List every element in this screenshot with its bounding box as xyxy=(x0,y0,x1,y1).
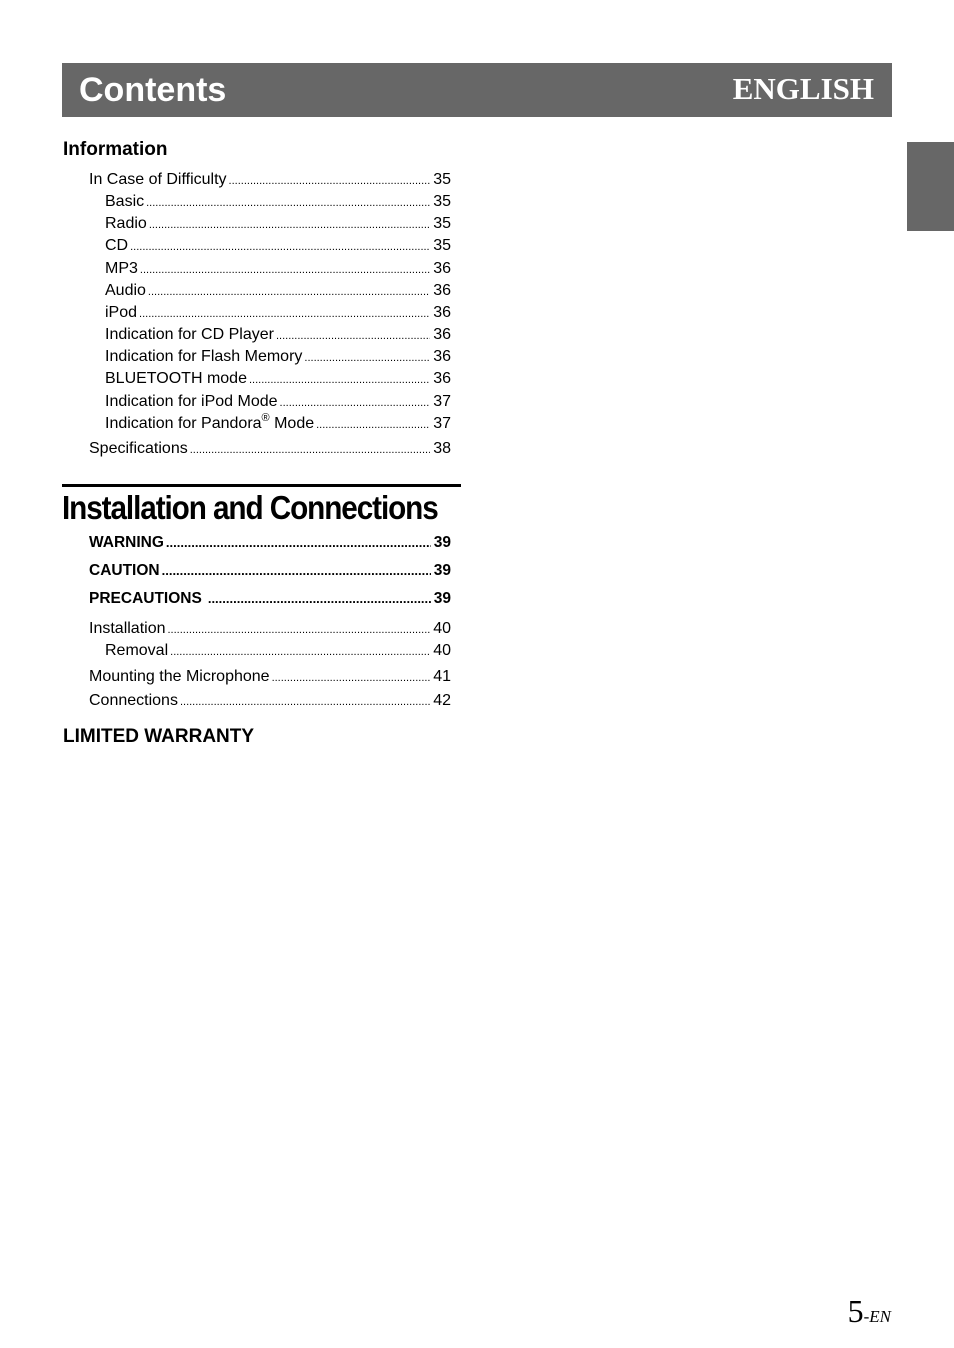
dot-leader xyxy=(140,260,430,280)
toc-entry[interactable] xyxy=(89,667,451,688)
toc-entry-label: WARNING xyxy=(89,534,164,551)
toc-entry-label-main: Indication for Pandora xyxy=(105,415,262,432)
toc-entry[interactable] xyxy=(89,691,451,712)
toc-entry-label: Indication for CD Player xyxy=(105,326,274,343)
toc-entry-page: 35 xyxy=(433,193,451,210)
toc-entry-page: 39 xyxy=(433,590,451,607)
toc-entry[interactable] xyxy=(105,414,451,435)
toc-entry-label: In Case of Difficulty xyxy=(89,171,227,188)
contents-header-bar xyxy=(62,63,892,117)
dot-leader xyxy=(168,620,431,640)
dot-leader xyxy=(316,415,430,435)
toc-entry-label: Removal xyxy=(105,642,169,659)
toc-entry-label: Specifications xyxy=(89,440,188,457)
toc-entry-label: PRECAUTIONS xyxy=(89,590,202,607)
toc-entry[interactable] xyxy=(89,439,451,460)
toc-entry[interactable] xyxy=(105,192,451,213)
page-number-suffix: -EN xyxy=(863,1307,891,1326)
page-number-value: 5 xyxy=(847,1293,864,1329)
toc-entry-page: 36 xyxy=(433,282,451,299)
toc-entry-page: 38 xyxy=(433,440,451,457)
toc-entry-page: 41 xyxy=(433,668,451,685)
toc-entry-page: 36 xyxy=(433,304,451,321)
toc-entry-label: MP3 xyxy=(105,260,138,277)
dot-leader xyxy=(190,440,430,460)
toc-entry[interactable] xyxy=(89,170,451,191)
toc-entry-label: Radio xyxy=(105,215,147,232)
toc-entry[interactable] xyxy=(105,369,451,390)
dot-leader xyxy=(272,668,431,688)
toc-entry-page: 36 xyxy=(433,260,451,277)
dot-leader xyxy=(139,304,430,324)
dot-leader xyxy=(170,642,430,662)
dot-leader xyxy=(166,533,431,553)
registered-mark: ® xyxy=(261,412,270,424)
toc-entry-page: 36 xyxy=(433,370,451,387)
dot-leader xyxy=(162,561,431,581)
section-heading-limited-warranty: LIMITED WARRANTY xyxy=(63,726,255,747)
dot-leader xyxy=(304,348,430,368)
toc-entry-label: Installation xyxy=(89,620,166,637)
toc-entry[interactable] xyxy=(105,392,451,413)
toc-entry[interactable] xyxy=(105,325,451,346)
toc-entry-label: Indication for Flash Memory xyxy=(105,348,303,365)
toc-entry[interactable] xyxy=(89,589,451,609)
toc-entry-label xyxy=(105,414,314,434)
section-heading-installation: Installation and Connections xyxy=(62,489,438,526)
dot-leader xyxy=(276,326,430,346)
toc-entry[interactable] xyxy=(105,281,451,302)
toc-entry-page: 37 xyxy=(433,393,451,410)
page-title: Contents xyxy=(79,71,227,109)
toc-entry[interactable] xyxy=(89,561,451,581)
section-heading-information: Information xyxy=(63,139,168,160)
toc-entry[interactable] xyxy=(89,619,451,640)
dot-leader xyxy=(280,393,431,413)
toc-entry[interactable] xyxy=(105,214,451,235)
page-number xyxy=(848,1293,891,1330)
toc-entry-label-suffix: Mode xyxy=(269,415,315,432)
toc-entry[interactable] xyxy=(105,236,451,257)
dot-leader xyxy=(229,171,431,191)
toc-entry-page: 39 xyxy=(433,562,451,579)
toc-entry-label: Audio xyxy=(105,282,146,299)
toc-entry-page: 35 xyxy=(433,215,451,232)
toc-entry-label: iPod xyxy=(105,304,138,321)
toc-entry-label: Basic xyxy=(105,193,145,210)
toc-entry-page: 36 xyxy=(433,326,451,343)
toc-entry-label: CD xyxy=(105,237,129,254)
toc-entry-label: Mounting the Microphone xyxy=(89,668,270,685)
toc-entry[interactable] xyxy=(105,641,451,662)
language-side-tab xyxy=(907,142,954,231)
toc-entry-page: 35 xyxy=(433,237,451,254)
toc-entry[interactable] xyxy=(105,259,451,280)
toc-entry-page: 35 xyxy=(433,171,451,188)
dot-leader xyxy=(249,370,430,390)
toc-entry[interactable] xyxy=(105,347,451,368)
dot-leader xyxy=(180,692,430,712)
dot-leader xyxy=(149,215,430,235)
toc-entry-page: 40 xyxy=(433,642,451,659)
dot-leader xyxy=(208,589,431,609)
toc-entry-label: BLUETOOTH mode xyxy=(105,370,247,387)
toc-entry-label: Indication for iPod Mode xyxy=(105,393,278,410)
toc-entry-page: 42 xyxy=(433,692,451,709)
toc-entry-page: 39 xyxy=(433,534,451,551)
language-label: ENGLISH xyxy=(732,71,874,106)
toc-entry-page: 37 xyxy=(433,415,451,432)
toc-entry-page: 36 xyxy=(433,348,451,365)
dot-leader xyxy=(148,282,430,302)
toc-entry[interactable] xyxy=(105,303,451,324)
toc-entry-page: 40 xyxy=(433,620,451,637)
dot-leader xyxy=(130,237,430,257)
toc-entry-label: Connections xyxy=(89,692,178,709)
dot-leader xyxy=(146,193,430,213)
toc-entry[interactable] xyxy=(89,533,451,553)
toc-entry-label: CAUTION xyxy=(89,562,160,579)
